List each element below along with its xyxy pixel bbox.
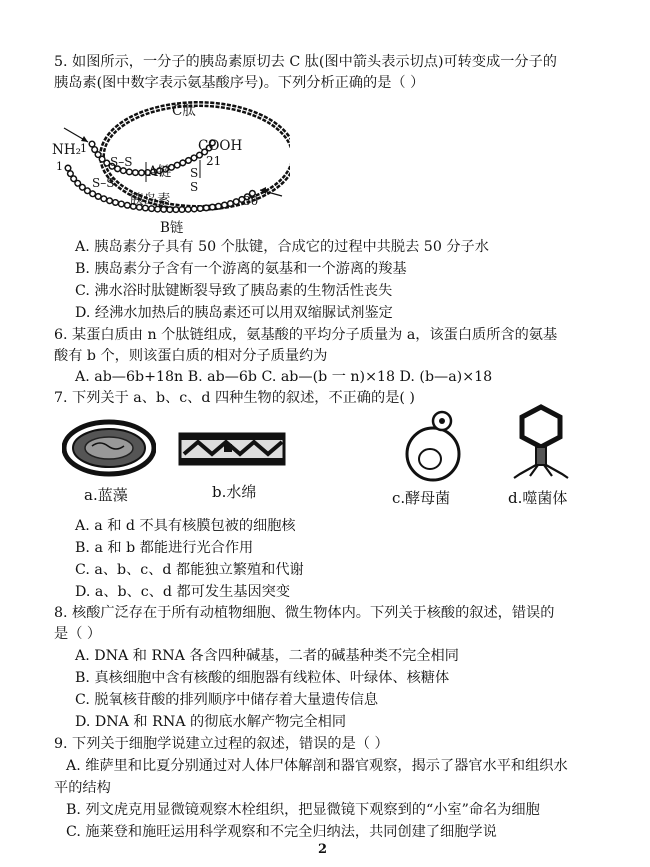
- num-30: 30: [243, 194, 259, 208]
- s-label-b: S: [190, 180, 199, 194]
- q7-option-c: C. a、b、c、d 都能独立繁殖和代谢: [75, 562, 304, 578]
- page-number: 2: [318, 842, 328, 857]
- q6-options: A. ab—6b+18n B. ab—6b C. ab—(b 一 n)×18 D. (b—a)×18: [75, 369, 493, 385]
- q8-option-c: C. 脱氧核苷酸的排列顺序中储存着大量遗传信息: [75, 692, 379, 708]
- q9-option-a-line1: A. 维萨里和比夏分别通过对人体尸体解剖和器官观察，揭示了器官水平和组织水: [66, 758, 568, 774]
- num-21: 21: [206, 154, 222, 168]
- disulfide-b: S–S: [92, 176, 115, 190]
- q8-option-b: B. 真核细胞中含有核酸的细胞器有线粒体、叶绿体、核糖体: [75, 670, 450, 686]
- q8-stem-line1: 8. 核酸广泛存在于所有动植物细胞、微生物体内。下列关于核酸的叙述，错误的: [54, 605, 555, 621]
- q7-option-a: A. a 和 d 不具有核膜包被的细胞核: [75, 518, 296, 534]
- bacteriophage-image: [508, 404, 574, 480]
- caption-b: b.水绵: [212, 483, 257, 501]
- q9-option-a-line2: 平的结构: [54, 780, 111, 796]
- q5-option-c: C. 沸水浴时肽键断裂导致了胰岛素的生物活性丧失: [75, 283, 393, 299]
- num-1-b: 1: [56, 160, 63, 173]
- caption-d: d.噬菌体: [508, 489, 568, 507]
- b-chain-label: B链: [160, 220, 184, 236]
- q7-option-b: B. a 和 b 都能进行光合作用: [75, 540, 254, 556]
- caption-c: c.酵母菌: [392, 489, 451, 507]
- q9-option-c: C. 施莱登和施旺运用科学观察和不完全归纳法，共同创建了细胞学说: [66, 824, 497, 840]
- nh2-label: NH₂: [52, 142, 81, 158]
- q6-stem-line2: 酸有 b 个，则该蛋白质的相对分子质量约为: [54, 348, 328, 364]
- q8-option-d: D. DNA 和 RNA 的彻底水解产物完全相同: [75, 714, 347, 730]
- cyanobacteria-image: [62, 419, 156, 477]
- yeast-image: [402, 410, 464, 482]
- q6-stem-line1: 6. 某蛋白质由 n 个肽链组成，氨基酸的平均分子质量为 a，该蛋白质所含的氨基: [54, 327, 558, 343]
- s-label-a: S: [190, 166, 199, 180]
- a-chain-label: A链: [148, 164, 172, 180]
- q7-stem: 7. 下列关于 a、b、c、d 四种生物的叙述，不正确的是( ): [54, 390, 415, 406]
- q5-option-a: A. 胰岛素分子具有 50 个肽键，合成它的过程中共脱去 50 分子水: [75, 239, 489, 255]
- q5-stem-line2: 胰岛素(图中数字表示氨基酸序号)。下列分析正确的是（ ）: [54, 75, 425, 91]
- disulfide-a: S–S: [110, 155, 133, 169]
- spirogyra-image: [178, 432, 286, 466]
- q9-option-b: B. 列文虎克用显微镜观察木栓组织，把显微镜下观察到的“小室”命名为细胞: [66, 802, 540, 818]
- q7-option-d: D. a、b、c、d 都可发生基因突变: [75, 584, 291, 600]
- cooh-label: COOH: [198, 138, 243, 154]
- q9-stem: 9. 下列关于细胞学说建立过程的叙述，错误的是（ ）: [54, 736, 389, 752]
- insulin-label: 胰岛素: [130, 192, 171, 208]
- c-peptide-label: C肽: [172, 103, 196, 119]
- q8-stem-line2: 是（ ）: [54, 626, 102, 642]
- q5-option-b: B. 胰岛素分子含有一个游离的氨基和一个游离的羧基: [75, 261, 407, 277]
- caption-a: a.蓝藻: [84, 486, 128, 504]
- q5-option-d: D. 经沸水加热后的胰岛素还可以用双缩脲试剂鉴定: [75, 305, 393, 321]
- num-1-a: 1: [80, 142, 87, 155]
- q5-stem-line1: 5. 如图所示，一分子的胰岛素原切去 C 肽(图中箭头表示切点)可转变成一分子的: [54, 54, 557, 70]
- q8-option-a: A. DNA 和 RNA 各含四种碱基，二者的碱基种类不完全相同: [75, 648, 459, 664]
